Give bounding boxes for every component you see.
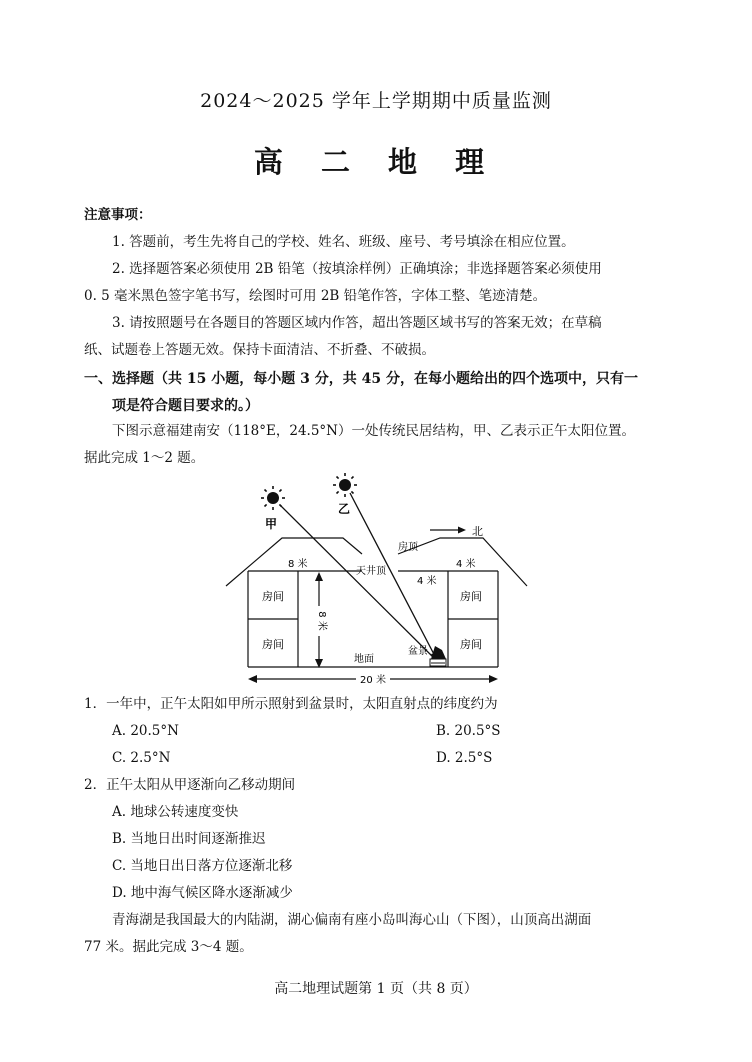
notice-item-3-line-1: 3. 请按照题号在各题目的答题区域内作答，超出答题区域书写的答案无效；在草稿 (112, 315, 602, 331)
north-label: 北 (472, 525, 483, 538)
q2-stem: 2．正午太阳从甲逐渐向乙移动期间 (84, 777, 296, 793)
q1-option-d: D. 2.5°S (436, 750, 493, 766)
q1-option-a: A. 20.5°N (112, 723, 179, 739)
courtyard-top-label: 天井顶 (356, 566, 386, 577)
section-1-heading-line-2: 项是符合题目要求的。） (112, 398, 259, 414)
q1-option-b: B. 20.5°S (436, 723, 501, 739)
q1-stem: 1．一年中，正午太阳如甲所示照射到盆景时，太阳直射点的纬度约为 (84, 696, 498, 712)
q1-option-c: C. 2.5°N (112, 750, 171, 766)
q2-option-d: D. 地中海气候区降水逐渐减少 (112, 885, 293, 901)
page-footer: 高二地理试题第 1 页（共 8 页） (274, 981, 478, 997)
notice-heading: 注意事项： (84, 207, 152, 223)
room-label: 房间 (460, 638, 482, 651)
notice-item-1: 1. 答题前，考生先将自己的学校、姓名、班级、座号、考号填涂在相应位置。 (112, 234, 575, 250)
section-1-heading-line-1: 一、选择题（共 15 小题，每小题 3 分，共 45 分，在每小题给出的四个选项中，只有一 (84, 371, 638, 387)
bonsai-icon (430, 646, 446, 666)
exam-title: 2024～2025 学年上学期期中质量监测 (200, 90, 552, 112)
q2-option-a: A. 地球公转速度变快 (112, 804, 239, 820)
roof-label: 房顶 (398, 542, 418, 553)
subject-title: 高 二 地 理 (253, 145, 499, 179)
middle-height-label: 8 米 (316, 611, 327, 631)
q2-option-c: C. 当地日出日落方位逐渐北移 (112, 858, 293, 874)
room-label: 房间 (460, 590, 482, 603)
house-diagram (220, 468, 540, 690)
notice-item-2-line-1: 2. 选择题答案必须使用 2B 铅笔（按填涂样例）正确填涂；非选择题答案必须使用 (112, 261, 602, 277)
ground-label: 地面 (354, 654, 374, 665)
right-height-label: 4 米 (417, 576, 437, 587)
sun-yi-icon (333, 473, 357, 497)
intro-q1-2-line-2: 据此完成 1～2 题。 (84, 450, 205, 466)
intro-q3-4-line-2: 77 米。据此完成 3～4 题。 (84, 939, 253, 955)
q2-option-b: B. 当地日出时间逐渐推迟 (112, 831, 266, 847)
room-label: 房间 (262, 590, 284, 603)
right-width-label: 4 米 (456, 559, 476, 570)
notice-item-2-line-2: 0. 5 毫米黑色签字笔书写，绘图时可用 2B 铅笔作答，字体工整、笔迹清楚。 (84, 288, 547, 304)
bonsai-label: 盆景 (408, 646, 428, 657)
sun-yi-label: 乙 (338, 502, 351, 516)
total-width-label: 20 米 (360, 675, 386, 686)
notice-item-3-line-2: 纸、试题卷上答题无效。保持卡面清洁、不折叠、不破损。 (84, 342, 435, 358)
room-label: 房间 (262, 638, 284, 651)
intro-q1-2-line-1: 下图示意福建南安（118°E，24.5°N）一处传统民居结构，甲、乙表示正午太阳位置。 (112, 423, 635, 439)
sun-jia-label: 甲 (265, 517, 278, 531)
sun-ray-jia (280, 505, 438, 662)
left-width-label: 8 米 (288, 559, 308, 570)
intro-q3-4-line-1: 青海湖是我国最大的内陆湖，湖心偏南有座小岛叫海心山（下图），山顶高出湖面 (112, 912, 592, 928)
